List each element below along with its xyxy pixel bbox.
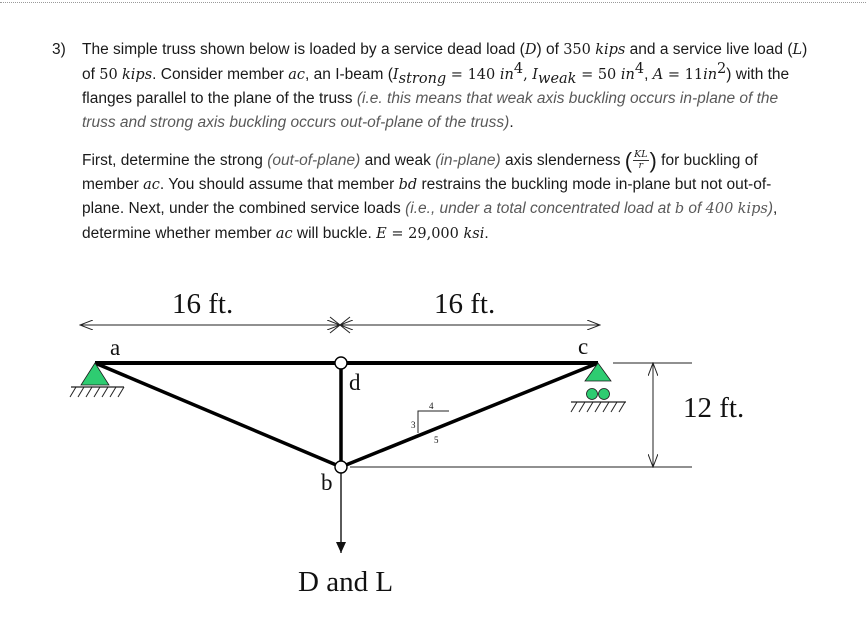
area-symbol: A [652, 66, 664, 83]
truss-members [95, 363, 598, 467]
note-text: ) [767, 200, 773, 218]
p1-text: The simple truss shown below is loaded by a service dead load ( [82, 41, 525, 58]
moment-inertia-symbol: I [392, 66, 399, 83]
node-d-label: d [349, 370, 361, 395]
slope-indicator [411, 401, 449, 445]
p1-text: ) with the flanges parallel to the plane of the truss [82, 65, 790, 107]
node-c-label: c [578, 334, 589, 359]
dim-height-label: 12 ft. [683, 392, 745, 424]
live-load-symbol: L [792, 42, 803, 58]
p1-text: ) of [536, 41, 564, 58]
member-ab-line [95, 363, 341, 467]
member-ac: ac [288, 66, 306, 83]
unit-in: in [499, 66, 514, 83]
in-plane-note: (in-plane) [435, 152, 501, 169]
dead-load-value: 350 [563, 42, 591, 58]
p2-text: will buckle. [292, 224, 377, 242]
p1-text: . Consider member [152, 65, 289, 83]
question-number: 3) [52, 41, 66, 58]
p2-text: , determine whether member [82, 200, 778, 242]
dim-left-label: 16 ft. [172, 288, 234, 320]
dim-right-label: 16 ft. [434, 288, 496, 320]
weak-inertia-value: = 50 [576, 66, 621, 83]
p2-text: axis slenderness [500, 152, 625, 169]
node-b-label: b [321, 470, 333, 495]
exponent: 4 [513, 60, 524, 77]
p2-text: for buckling of member [82, 152, 758, 193]
p1-text: , an I-beam ( [305, 65, 393, 83]
vertical-dimension [350, 363, 692, 467]
modulus-value: = 29,000 [386, 225, 464, 242]
ground-hatching [571, 402, 625, 412]
node-a-label: a [110, 335, 121, 360]
member-ac: ac [143, 176, 160, 193]
p2-text: . [484, 224, 489, 242]
p2-text: and weak [360, 152, 436, 169]
total-load-value: 400 [705, 201, 734, 218]
unit-in: in [703, 66, 718, 83]
joint-b [335, 461, 347, 473]
p1-text: , [644, 65, 649, 83]
p2-text: . You should assume that member [159, 175, 399, 193]
unit-ksi: ksi [463, 225, 485, 242]
strong-subscript: strong [398, 70, 447, 87]
pin-support-a [70, 363, 124, 397]
p1-text: ) of [82, 41, 808, 83]
fraction-denominator: r [638, 160, 644, 172]
horizontal-dimension [80, 317, 600, 333]
p1-text: and a service live load ( [625, 41, 793, 58]
p2-text: restrains the buckling mode in-plane but not out-of-plane. Next, under the combined service loads [82, 175, 772, 218]
joint-d [335, 357, 347, 369]
ground-hatching [70, 387, 124, 397]
close-paren: ) [649, 148, 657, 174]
slope-run-label: 4 [429, 401, 434, 411]
node-b-ref: b [674, 201, 685, 218]
dead-load-symbol: D [524, 42, 537, 58]
open-paren: ( [624, 148, 633, 174]
unit-in: in [620, 66, 635, 83]
area-value: = 11 [663, 66, 704, 83]
unit-kips: kips [737, 201, 768, 218]
exponent: 2 [717, 60, 727, 77]
moment-inertia-symbol: I [532, 66, 539, 83]
note-text: (i.e., under a total concentrated load at [405, 200, 675, 218]
member-ac: ac [275, 225, 293, 242]
roller-wheel [599, 389, 610, 400]
axis-note: (i.e. this means that weak axis buckling occurs in-plane of the truss and strong axis buckling occurs out-of-plane of the truss) [82, 90, 779, 131]
fraction-numerator: KL [634, 149, 648, 161]
roller-wheel [587, 389, 598, 400]
live-load-value: 50 [99, 66, 118, 83]
separator: , [523, 66, 533, 83]
weak-subscript: weak [538, 70, 577, 87]
strong-inertia-value: = 140 [446, 66, 500, 83]
slope-rise-label: 3 [411, 420, 416, 430]
member-bd: bd [398, 176, 418, 193]
p2-text: First, determine the strong [82, 152, 268, 169]
slope-hyp-label: 5 [434, 435, 439, 445]
unit-kips: kips [122, 66, 153, 83]
modulus-symbol: E [376, 225, 387, 242]
exponent: 4 [634, 60, 645, 77]
out-of-plane-note: (out-of-plane) [267, 152, 361, 169]
load-label: D and L [298, 566, 394, 598]
member-bc-line [341, 363, 598, 467]
p1-text: . [509, 113, 514, 131]
note-text: of [684, 200, 706, 218]
unit-kips: kips [595, 42, 626, 58]
